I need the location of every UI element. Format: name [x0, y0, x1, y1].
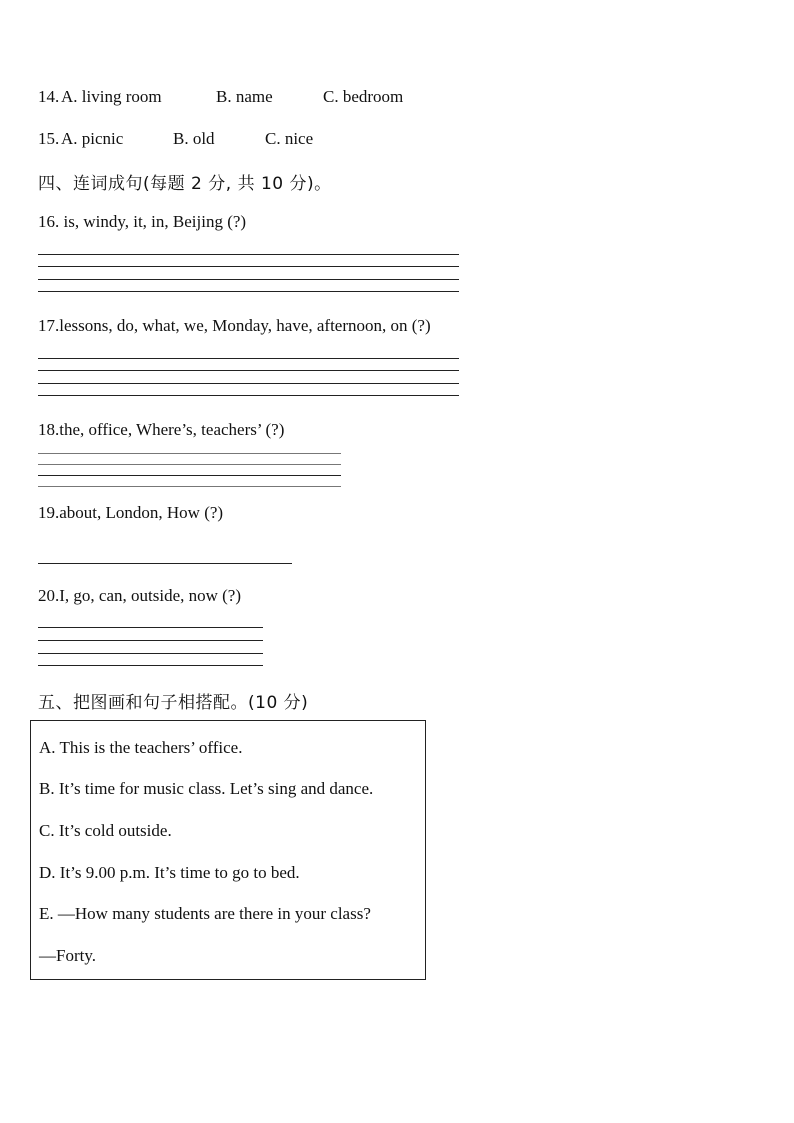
section-5-heading: 五、把图画和句子相搭配。(10 分): [38, 693, 309, 713]
q18-answer-line: [38, 486, 341, 487]
sentence-e: E. —How many students are there in your class?: [39, 904, 371, 923]
q19-prompt: 19.about, London, How (?): [38, 503, 224, 522]
q17-answer-line: [38, 395, 459, 396]
q15-option-a: A. picnic: [61, 129, 124, 148]
q17-answer-line: [38, 383, 459, 384]
q18-answer-line: [38, 453, 341, 454]
q15-number: 15.: [38, 129, 60, 148]
q15-option-c: C. nice: [265, 129, 314, 148]
q20-answer-line: [38, 665, 263, 666]
sentence-box: [30, 720, 426, 980]
q14-option-a: A. living room: [61, 87, 162, 106]
sentence-b: B. It’s time for music class. Let’s sing and dance.: [39, 779, 374, 798]
q17-answer-line: [38, 358, 459, 359]
q15-option-b: B. old: [173, 129, 215, 148]
q20-answer-line: [38, 653, 263, 654]
sentence-a: A. This is the teachers’ office.: [39, 738, 243, 757]
q14-option-c: C. bedroom: [323, 87, 404, 106]
q14-option-b: B. name: [216, 87, 273, 106]
q14-number: 14.: [38, 87, 60, 106]
q20-prompt: 20.I, go, can, outside, now (?): [38, 586, 242, 605]
q16-answer-line: [38, 291, 459, 292]
sentence-c: C. It’s cold outside.: [39, 821, 172, 840]
q20-answer-line: [38, 627, 263, 628]
q16-prompt: 16. is, windy, it, in, Beijing (?): [38, 212, 247, 231]
q18-answer-line: [38, 475, 341, 476]
q19-answer-line: [38, 563, 292, 564]
q17-answer-line: [38, 370, 459, 371]
q20-answer-line: [38, 640, 263, 641]
q17-prompt: 17.lessons, do, what, we, Monday, have, afternoon, on (?): [38, 316, 431, 335]
q16-answer-line: [38, 254, 459, 255]
q16-answer-line: [38, 279, 459, 280]
q18-prompt: 18.the, office, Where’s, teachers’ (?): [38, 420, 285, 439]
section-4-heading: 四、连词成句(每题 2 分, 共 10 分)。: [38, 174, 332, 194]
sentence-d: D. It’s 9.00 p.m. It’s time to go to bed.: [39, 863, 300, 882]
q16-answer-line: [38, 266, 459, 267]
q18-answer-line: [38, 464, 341, 465]
sentence-e-answer: —Forty.: [39, 946, 96, 965]
